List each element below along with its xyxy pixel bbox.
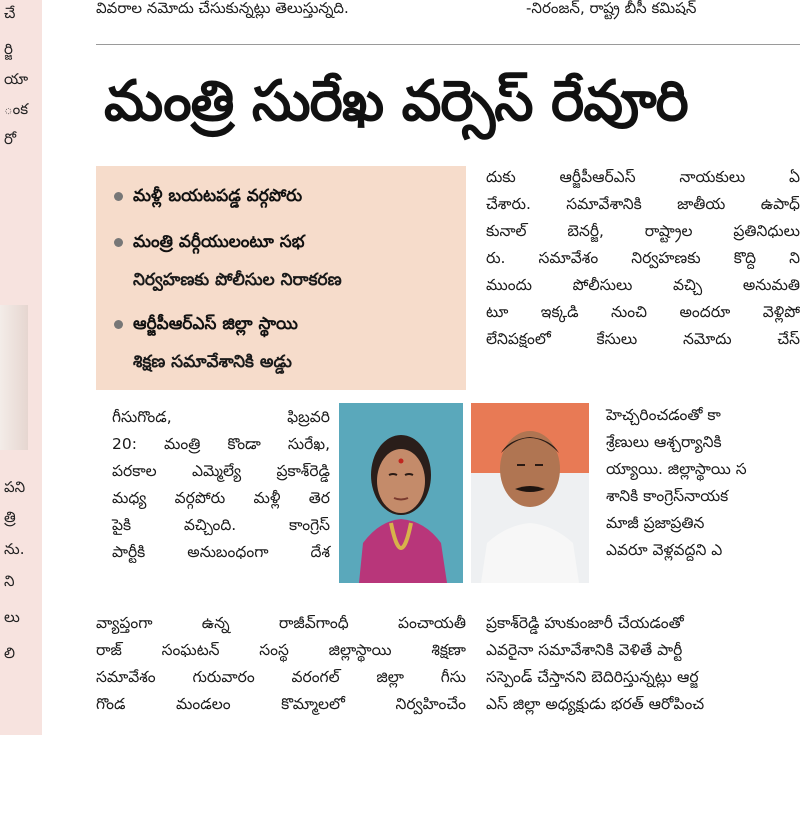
body-line: మాజీ ప్రజాప్రతిన (606, 514, 705, 532)
previous-article-tail (96, 0, 800, 22)
body-line: పరకాల ఎమ్మెల్యే ప్రకాశ్‌రెడ్డి (112, 462, 330, 480)
previous-article-text: వివరాల నమోదు చేసుకున్నట్లు తెలుస్తున్నది. (96, 0, 349, 17)
bullet-icon (114, 320, 123, 329)
article-headline: మంత్రి సురేఖ వర్సెస్ రేవూరి (104, 69, 688, 134)
bullet-icon (114, 192, 123, 201)
body-line: శానికి కాంగ్రెస్‌నాయక (606, 487, 729, 505)
body-line: ఎవరూ వెళ్లవద్దని ఎ (606, 541, 723, 559)
strip-fragment: ని (4, 572, 15, 590)
body-line: ఎస్ జిల్లా అధ్యక్షుడు భరత్ ఆరోపించ (486, 695, 705, 713)
adjacent-photo-fragment (0, 305, 28, 450)
body-line: పైకి వచ్చింది. కాంగ్రెస్ (112, 516, 330, 534)
body-column-2-top (486, 164, 800, 353)
highlight-item (114, 232, 304, 256)
previous-article-byline: -నిరంజన్, రాష్ట్ర బీసీ కమిషన్ (526, 0, 697, 17)
highlight-item (114, 314, 298, 338)
body-line: శ్రేణులు ఆశ్చర్యానికి (606, 433, 722, 451)
highlight-text: ఆర్జీపీఆర్ఎస్ జిల్లా స్థాయి (133, 314, 298, 334)
body-line: పార్టీకి అనుబంధంగా దేశ (112, 543, 330, 561)
body-line: దుకు ఆర్జీపీఆర్ఎస్ నాయకులు ఏ (486, 168, 800, 186)
bullet-icon (114, 238, 123, 247)
body-line: సమావేశం గురువారం వరంగల్ జిల్లా గీసు (96, 668, 466, 686)
body-line: చేశారు. సమావేశానికి జాతీయ ఉపాధ్ (486, 195, 800, 213)
highlight-text-continued: నిర్వహణకు పోలీసుల నిరాకరణ (133, 270, 342, 290)
highlight-text: మంత్రి వర్గీయులంటూ సభ (133, 232, 305, 252)
mla-prakash-reddy-photo (471, 403, 589, 583)
body-line: రు. సమావేశం నిర్వహణకు కొద్ది ని (486, 249, 800, 267)
body-line: 20: మంత్రి కొండా సురేఖ, (112, 435, 330, 453)
body-line: లేనిపక్షంలో కేసులు నమోదు చేస్ (486, 330, 800, 348)
strip-fragment: ర్జి (4, 40, 13, 58)
body-column-1-top (112, 404, 330, 566)
strip-fragment: త్రి (4, 508, 16, 526)
adjacent-column-strip (0, 0, 42, 735)
strip-fragment: ను. (4, 540, 25, 558)
strip-fragment: రో (4, 130, 17, 148)
strip-fragment: లు (4, 608, 20, 626)
body-line: రాజ్ సంఘటన్ సంస్థ జిల్లాస్థాయి శిక్షణా (96, 641, 466, 659)
body-line: య్యాయి. జిల్లాస్థాయి స (606, 460, 747, 478)
highlight-item (114, 186, 302, 210)
woman-portrait-illustration (339, 403, 463, 583)
body-column-2-side (606, 402, 800, 564)
strip-fragment: పని (4, 478, 26, 496)
highlights-box (96, 166, 466, 390)
strip-fragment: యా (4, 70, 29, 88)
body-line: సస్పెండ్ చేస్తానని బెదిరిస్తున్నట్లు ఆర్జ (486, 668, 699, 686)
body-line: వ్యాప్తంగా ఉన్న రాజీవ్‌గాంధీ పంచాయతీ (96, 614, 466, 632)
man-portrait-illustration (471, 403, 589, 583)
strip-fragment: ంక (4, 100, 29, 118)
body-line: హెచ్చరించడంతో కా (606, 406, 721, 424)
highlight-text-continued: శిక్షణ సమావేశానికి అడ్డు (133, 352, 292, 372)
body-line: ముందు పోలీసులు వచ్చి అనుమతి (486, 276, 800, 294)
body-line: గొండ మండలం కొమ్మాలలో నిర్వహించేం (96, 695, 466, 713)
strip-fragment: చే (4, 4, 16, 22)
body-line: ప్రకాశ్‌రెడ్డి హుకుంజారీ చేయడంతో (486, 614, 684, 632)
body-line: గీసుగొండ, ఫిబ్రవరి (112, 408, 330, 426)
body-column-1-bottom (96, 610, 466, 718)
strip-fragment: లి (4, 644, 15, 662)
minister-surekha-photo (339, 403, 463, 583)
highlight-text: మళ్లీ బయటపడ్డ వర్గపోరు (133, 186, 303, 206)
body-line: మధ్య వర్గపోరు మళ్లీ తెర (112, 489, 330, 507)
body-line: కునాల్ బెనర్జీ, రాష్ట్రాల ప్రతినిధులు (486, 222, 800, 240)
body-column-2-bottom (486, 610, 800, 718)
body-line: ఎవరైనా సమావేశానికి వెళితే పార్టీ (486, 641, 683, 659)
body-line: టూ ఇక్కడి నుంచి అందరూ వెళ్లిపో (486, 303, 800, 321)
section-divider (96, 44, 800, 45)
